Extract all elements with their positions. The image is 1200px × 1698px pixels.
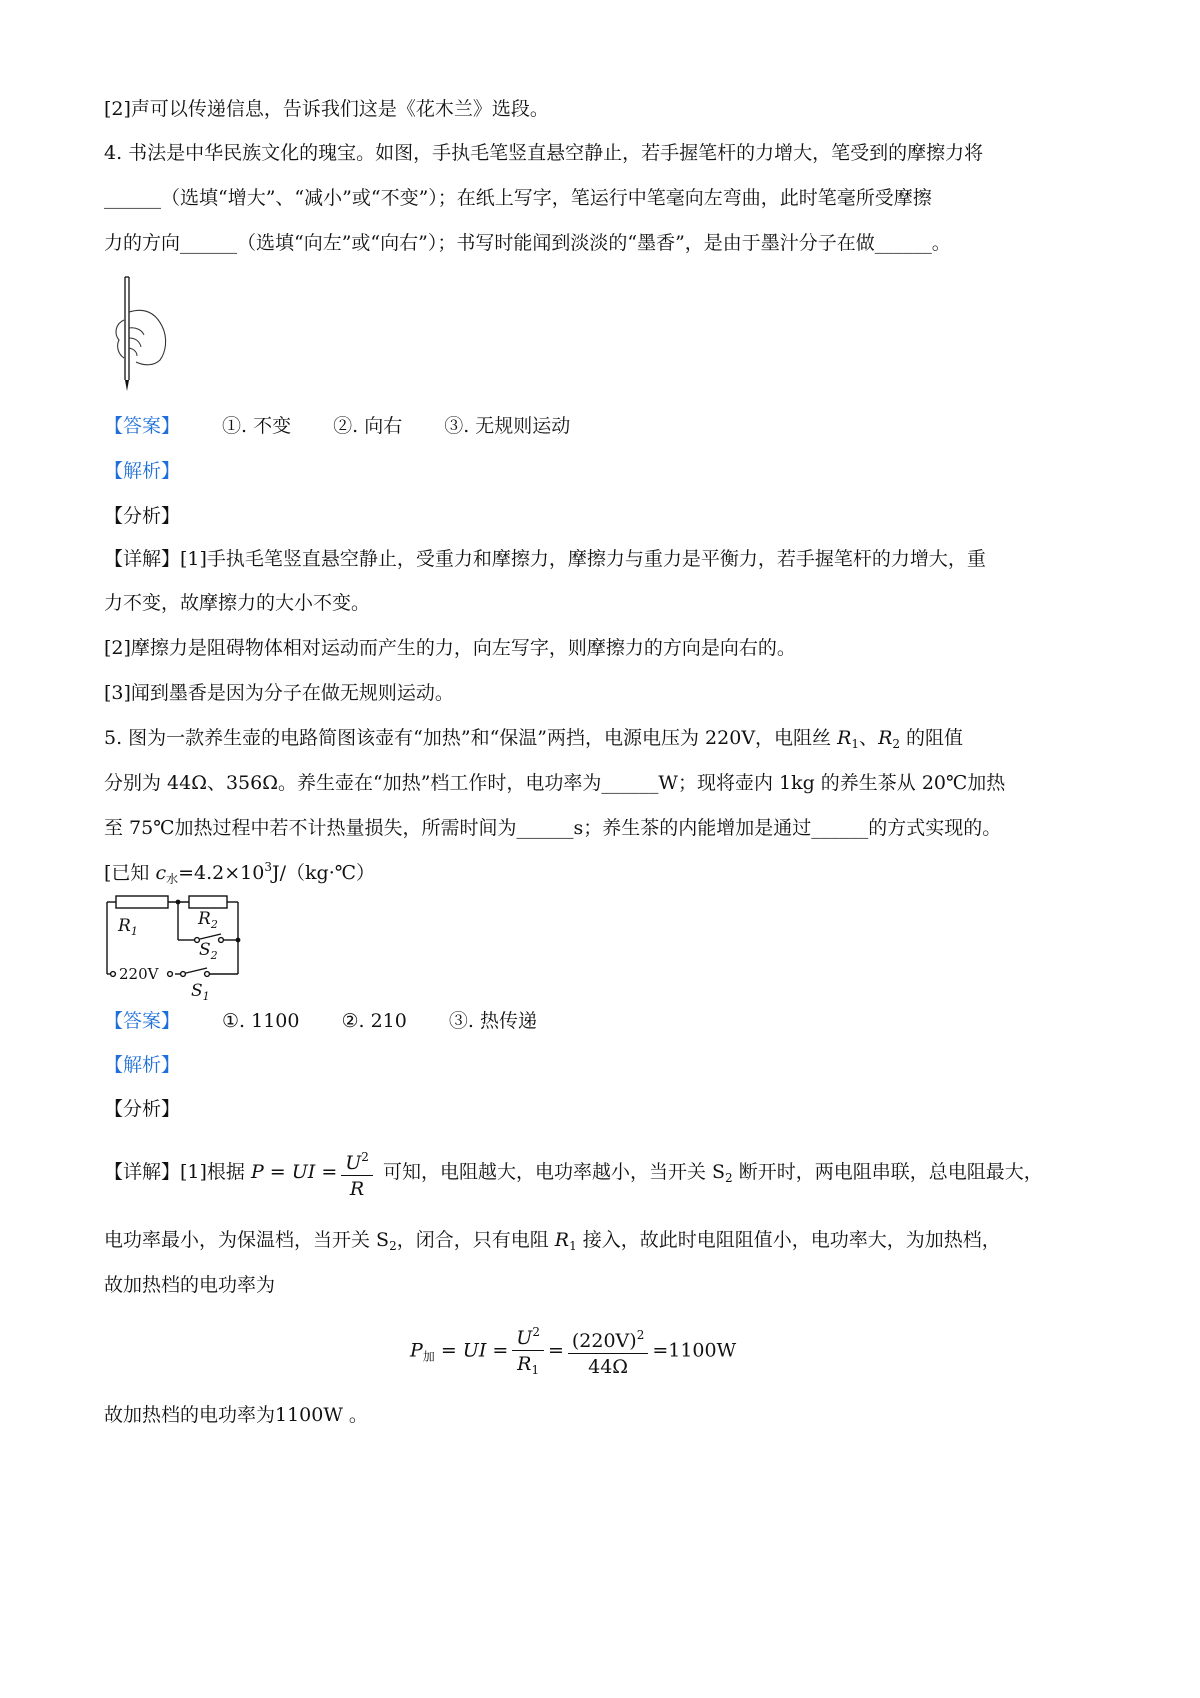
- q5-r2-sub: 2: [892, 737, 901, 751]
- formula-2-num2-sup: 2: [636, 1328, 645, 1342]
- q5-stem-line-1: [104, 724, 963, 758]
- formula-1-denominator: R: [349, 1177, 365, 1200]
- q3-tail-line: [2]声可以传递信息，告诉我们这是《花木兰》选段。: [104, 98, 549, 120]
- q5-r1-sub: 1: [851, 737, 860, 751]
- formula-2-den-sub: 1: [531, 1363, 540, 1377]
- formula-2-result: =1100W: [652, 1339, 737, 1362]
- q4-answer-label: 【答案】: [104, 415, 181, 437]
- q5-stem-line-4: [104, 853, 375, 893]
- formula-2-eq: =: [547, 1339, 564, 1362]
- q5-detail-line-4: 故加热档的电功率为1100W 。: [104, 1404, 368, 1426]
- q5-detail-line-1: [104, 1142, 1043, 1208]
- q5-stem-line-2: 分别为 44Ω、356Ω。养生壶在“加热”档工作时，电功率为______W；现将壶内 1kg 的养生茶从 20℃加热: [104, 772, 1006, 794]
- q5-detail-2-r-sub: 1: [569, 1239, 577, 1253]
- resistor-r1: [116, 896, 168, 908]
- q5-detail-2a-sub: 2: [389, 1239, 397, 1253]
- q5-stem-4a: [已知: [104, 862, 156, 884]
- circuit-s2-label: S: [199, 940, 211, 960]
- q5-stem-4-sup: 3: [264, 860, 272, 874]
- q5-c-symbol: c: [155, 862, 167, 884]
- svg-text:S2: [199, 940, 218, 962]
- svg-text:S1: [191, 981, 210, 1001]
- circuit-r2-sub: 2: [210, 918, 218, 931]
- circuit-voltage-label: 220V: [119, 965, 159, 983]
- q5-stem-1a: 5. 图为一款养生壶的电路简图该壶有“加热”和“保温”两挡，电源电压为 220V，电阻丝: [104, 727, 838, 749]
- q4-jiexi-label: 【解析】: [104, 460, 181, 482]
- formula-2-numerator: U: [516, 1327, 533, 1349]
- svg-text:R1: [117, 916, 138, 938]
- svg-text:R2: [197, 909, 218, 931]
- q5-detail-2a: 电功率最小，为保温档，当开关 S: [104, 1229, 390, 1251]
- circuit-diagram: [100, 893, 250, 1001]
- q5-detail-1b-sub: 2: [725, 1171, 733, 1185]
- formula-1-numerator: U: [345, 1151, 362, 1174]
- formula-2: [410, 1320, 736, 1387]
- q5-detail-line-3: 故加热档的电功率为: [104, 1274, 276, 1296]
- circuit-r1-sub: 1: [130, 925, 138, 938]
- q5-c-sub: 水: [166, 872, 179, 886]
- q5-detail-line-2: [104, 1226, 1001, 1260]
- q5-detail-label: 【详解】: [104, 1161, 181, 1183]
- q5-answer-label: 【答案】: [104, 1010, 181, 1032]
- formula-1-left: P = UI =: [250, 1161, 338, 1183]
- circuit-s1-sub: 1: [202, 990, 210, 1001]
- q5-fenxi-label: 【分析】: [104, 1098, 181, 1120]
- formula-2-p: P: [410, 1339, 423, 1362]
- formula-2-denominator: R: [517, 1353, 532, 1375]
- resistor-r2: [189, 896, 227, 908]
- q4-detail-line-1: [104, 545, 986, 573]
- formula-2-numerator-2: (220V): [571, 1330, 637, 1352]
- formula-2-mid: = UI =: [434, 1339, 509, 1362]
- formula-1-num-sup: 2: [361, 1149, 369, 1164]
- q4-stem-line-1: 4. 书法是中华民族文化的瑰宝。如图，手执毛笔竖直悬空静止，若手握笔杆的力增大，笔受到的摩擦力将: [104, 142, 984, 164]
- q4-detail-line-4: [3]闻到墨香是因为分子在做无规则运动。: [104, 682, 454, 704]
- q4-answer-3: ③. 无规则运动: [444, 415, 571, 437]
- q4-detail-line-3: [2]摩擦力是阻碍物体相对运动而产生的力，向左写字，则摩擦力的方向是向右的。: [104, 637, 796, 659]
- q4-answer-line: [104, 412, 570, 440]
- circuit-s1-label: S: [191, 981, 203, 1001]
- q5-answer-3: ③. 热传递: [448, 1010, 537, 1032]
- formula-2-fraction-1: [512, 1320, 544, 1383]
- q5-answer-2: ②. 210: [341, 1010, 407, 1032]
- brush-hand-figure: [110, 272, 175, 397]
- q5-sep: 、: [859, 727, 879, 749]
- circuit-r2-label: R: [198, 909, 211, 929]
- q5-detail-1a: [1]根据: [180, 1161, 251, 1183]
- q4-answer-2: ②. 向右: [333, 415, 403, 437]
- q5-detail-1b: 可知，电阻越大，电功率越小，当开关 S: [376, 1161, 726, 1183]
- q4-detail-text-1: [1]手执毛笔竖直悬空静止，受重力和摩擦力，摩擦力与重力是平衡力，若手握笔杆的力增大，重: [180, 548, 986, 570]
- q4-detail-line-2: 力不变，故摩擦力的大小不变。: [104, 592, 371, 614]
- q4-stem-line-2: ______（选填“增大”、“减小”或“不变”）；在纸上写字，笔运行中笔毫向左弯曲，此时笔毫所受摩擦: [104, 187, 932, 209]
- circuit-r1-label: R: [118, 916, 131, 936]
- q5-detail-2c: 接入，故此时电阻阻值小，电功率大，为加热档，: [576, 1229, 1001, 1251]
- q4-answer-1: ①. 不变: [222, 415, 292, 437]
- q5-detail-2b: ，闭合，只有电阻: [396, 1229, 555, 1251]
- q5-detail-2-r: R: [554, 1229, 570, 1251]
- q5-jiexi-label: 【解析】: [104, 1054, 181, 1076]
- circuit-s2-sub: 2: [210, 949, 218, 962]
- q5-stem-line-3: 至 75℃加热过程中若不计热量损失，所需时间为______s；养生茶的内能增加是通过______的方式实现的。: [104, 817, 1002, 839]
- q5-r2-symbol: R: [878, 727, 893, 749]
- q5-r1-symbol: R: [837, 727, 852, 749]
- formula-2-num-sup: 2: [532, 1325, 540, 1339]
- q4-fenxi-label: 【分析】: [104, 505, 181, 527]
- formula-2-p-sub: 加: [422, 1349, 435, 1364]
- q4-stem-line-3: 力的方向______（选填“向左”或“向右”）；书写时能闻到淡淡的“墨香”，是由于墨汁分子在做______。: [104, 232, 951, 254]
- formula-1-fraction: [341, 1145, 373, 1202]
- q5-stem-4b: =4.2×10: [178, 862, 265, 884]
- q5-answer-1: ①. 1100: [222, 1010, 300, 1032]
- q4-detail-label: 【详解】: [104, 548, 181, 570]
- q5-detail-1c: 断开时，两电阻串联，总电阻最大，: [732, 1161, 1043, 1183]
- q5-answer-line: [104, 1007, 537, 1035]
- q5-stem-1b: 的阻值: [900, 727, 964, 749]
- formula-2-denominator-2: 44Ω: [588, 1356, 629, 1378]
- q5-stem-4c: J/（kg·℃）: [272, 862, 375, 884]
- formula-2-fraction-2: [568, 1323, 648, 1380]
